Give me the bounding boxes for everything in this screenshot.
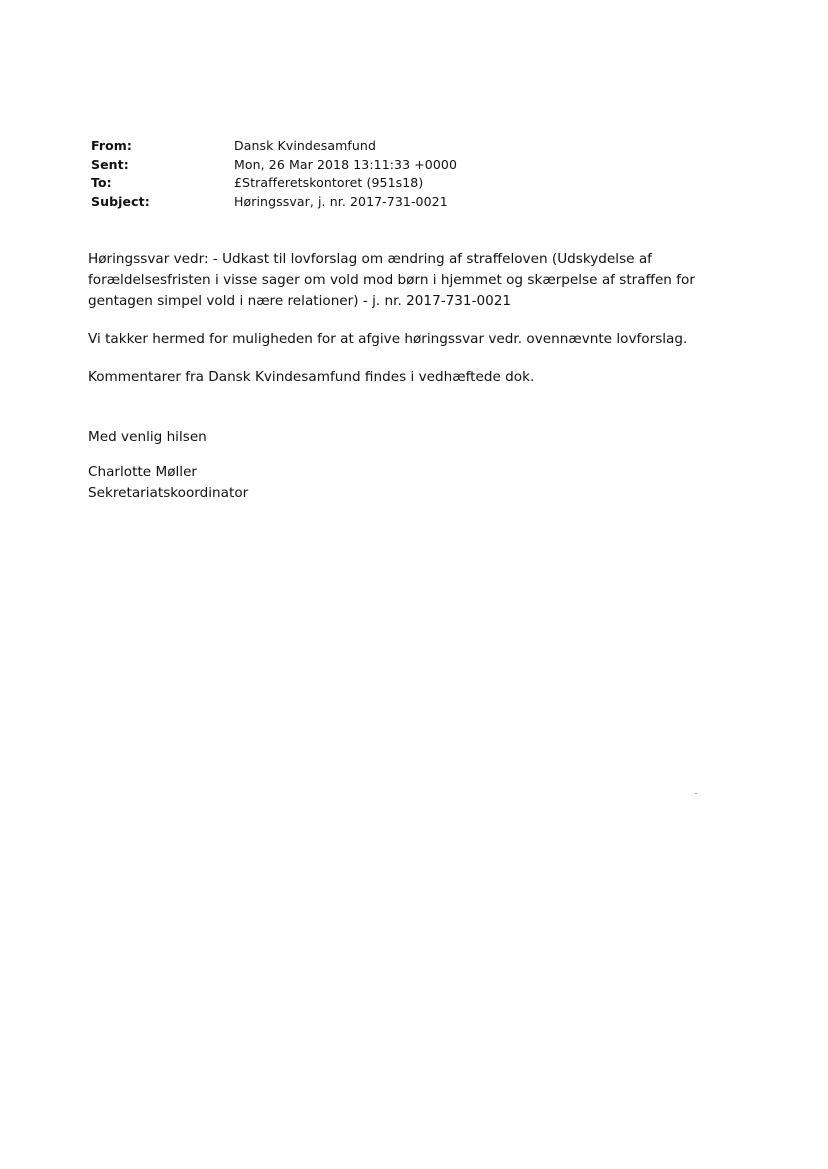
header-value-from: Dansk Kvindesamfund [234, 138, 376, 153]
header-row-from [91, 137, 691, 156]
header-value-subject: Høringssvar, j. nr. 2017-731-0021 [234, 193, 448, 209]
header-label: Subject: [91, 193, 150, 209]
header-value-sent: Mon, 26 Mar 2018 13:11:33 +0000 [234, 156, 458, 172]
comments-paragraph: Kommentarer fra Dansk Kvindesamfund findes i vedhæftede dok. [88, 369, 535, 385]
subject-paragraph: Høringssvar vedr: - Udkast til lovforslag om ændring af straffeloven (Udskydelse af forældelsesfristen i visse sager om vold mod børn i hjemmet og skærpelse af straffen for gentagen simpel vold i nære relationer) - j. nr. 2017-731-0021 [88, 251, 695, 309]
signature-name: Charlotte Møller [88, 464, 198, 480]
header-value-to: £Strafferetskontoret (951s18) [234, 175, 424, 190]
signature-title: Sekretariatskoordinator [88, 485, 249, 501]
email-body [88, 249, 748, 504]
header-row-subject [91, 193, 691, 212]
header-label: To: [91, 175, 112, 190]
signature [88, 462, 748, 504]
header-label: Sent: [91, 156, 129, 172]
header-label: From: [91, 138, 133, 153]
email-header [91, 137, 691, 211]
scan-speck [695, 793, 697, 794]
header-row-to [91, 174, 691, 193]
closing-line: Med venlig hilsen [88, 429, 207, 445]
thanks-paragraph: Vi takker hermed for muligheden for at afgive høringssvar vedr. ovennævnte lovforslag. [88, 331, 688, 347]
header-row-sent [91, 156, 691, 175]
